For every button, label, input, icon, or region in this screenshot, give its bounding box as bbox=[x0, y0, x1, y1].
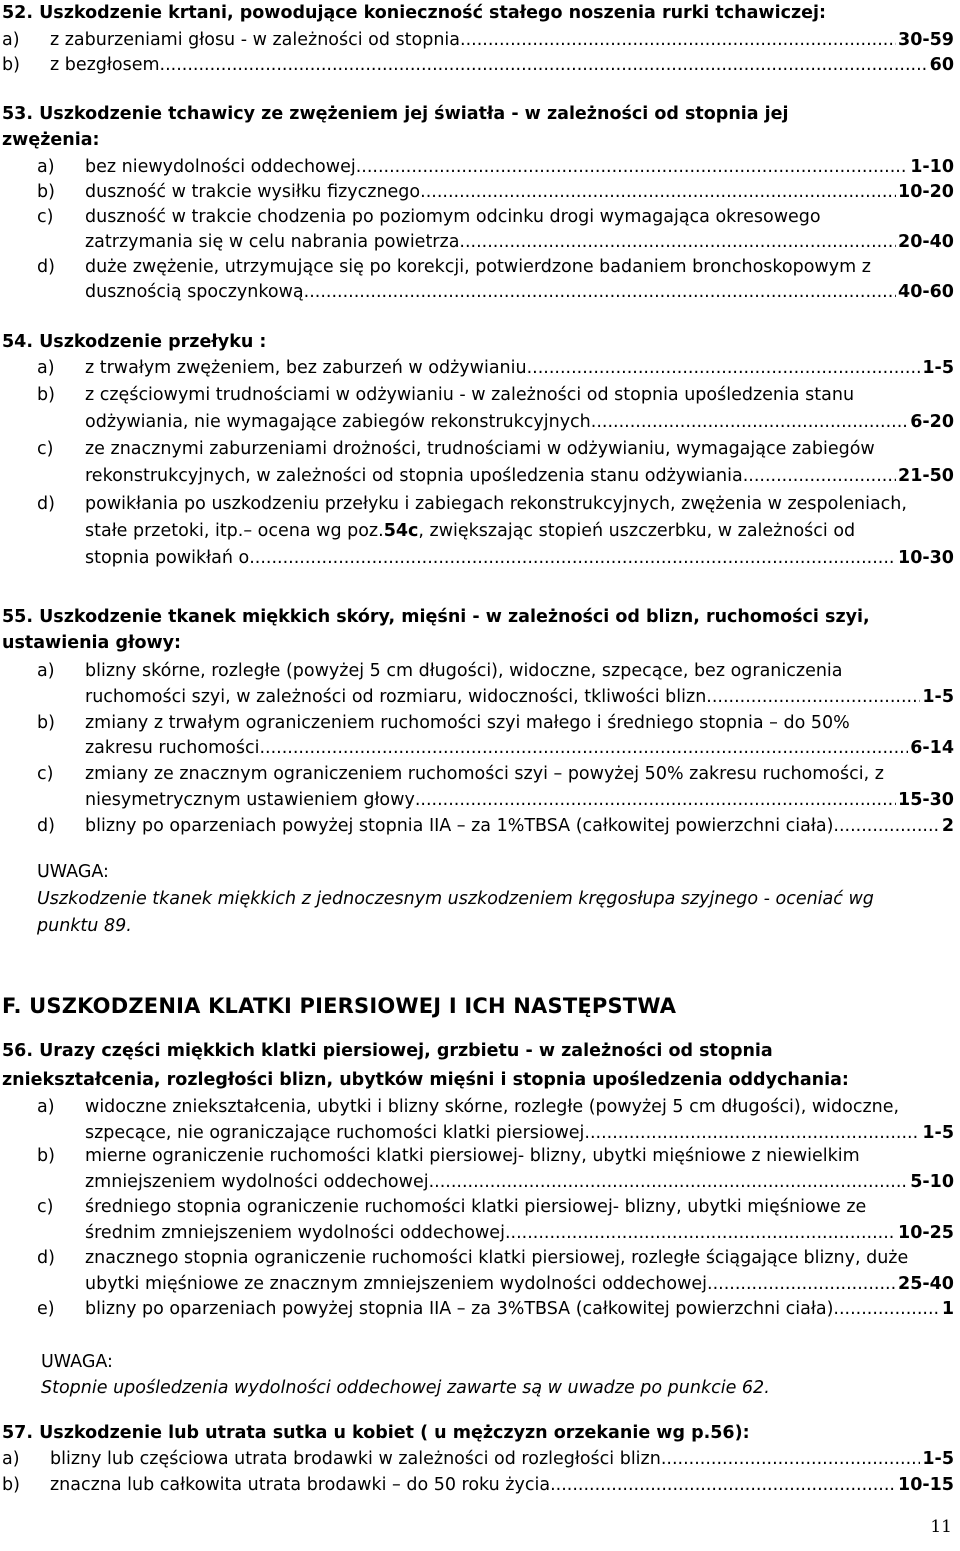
item-53d-cont: dusznością spoczynkową ..... 40-60 bbox=[85, 281, 954, 303]
item-57b: b) znaczna lub całkowita utrata brodawki – do 50 roku życia ..... 10-15 bbox=[2, 1474, 954, 1496]
item-52-title: 52. Uszkodzenie krtani, powodujące konieczność stałego noszenia rurki tchawiczej: bbox=[2, 3, 826, 23]
item-56a: a) widoczne zniekształcenia, ubytki i blizny skórne, rozległe (powyżej 5 cm długości), widoczne, bbox=[37, 1097, 900, 1117]
item-54c: c) ze znacznymi zaburzeniami drożności, trudnościami w odżywianiu, wymagające zabiegów bbox=[37, 439, 875, 459]
item-54d: d) powikłania po uszkodzeniu przełyku i zabiegach rekonstrukcyjnych, zwężenia w zespoleniach, bbox=[37, 494, 907, 514]
item-55-title: 55. Uszkodzenie tkanek miękkich skóry, mięśni - w zależności od blizn, ruchomości szyi, bbox=[2, 607, 870, 627]
item-54d-cont: stałe przetoki, itp.– ocena wg poz. 54c , zwiększając stopień uszczerbku, w zależności od bbox=[85, 521, 856, 541]
item-53c-cont: zatrzymania się w celu nabrania powietrza ..... 20-40 bbox=[85, 231, 954, 253]
item-52a: a) z zaburzeniami głosu - w zależności od stopnia ..... 30-59 bbox=[2, 29, 954, 51]
item-54b-cont: odżywiania, nie wymagające zabiegów rekonstrukcyjnych ..... 6-20 bbox=[85, 411, 954, 433]
page-number: 11 bbox=[930, 1517, 952, 1537]
item-56b-cont: zmniejszeniem wydolności oddechowej ..... 5-10 bbox=[85, 1171, 954, 1193]
item-57-title: 57. Uszkodzenie lub utrata sutka u kobiet ( u mężczyzn orzekanie wg p.56): bbox=[2, 1423, 750, 1443]
item-53b: b) duszność w trakcie wysiłku fizycznego ..... 10-20 bbox=[37, 181, 954, 203]
note-55-text: Uszkodzenie tkanek miękkich z jednoczesnym uszkodzeniem kręgosłupa szyjnego - oceniać wg bbox=[37, 889, 874, 909]
item-53-title-cont: zwężenia: bbox=[2, 130, 100, 150]
item-55b-cont: zakresu ruchomości ..... 6-14 bbox=[85, 737, 954, 759]
item-52b: b) z bezgłosem ..... 60 bbox=[2, 54, 954, 76]
note-56-text: Stopnie upośledzenia wydolności oddechowej zawarte są w uwadze po punkcie 62. bbox=[41, 1378, 770, 1398]
item-56a-cont: szpecące, nie ograniczające ruchomości klatki piersiowej ..... 1-5 bbox=[85, 1122, 954, 1144]
item-55d: d) blizny po oparzeniach powyżej stopnia IIA – za 1%TBSA (całkowitej powierzchni ciała) ..... 2 bbox=[37, 815, 954, 837]
item-55b: b) zmiany z trwałym ograniczeniem ruchomości szyi małego i średniego stopnia – do 50% bbox=[37, 713, 850, 733]
item-53a: a) bez niewydolności oddechowej ..... 1-10 bbox=[37, 156, 954, 178]
section-f-heading: F. USZKODZENIA KLATKI PIERSIOWEJ I ICH NASTĘPSTWA bbox=[2, 994, 677, 1018]
item-56c-cont: średnim zmniejszeniem wydolności oddechowej ..... 10-25 bbox=[85, 1222, 954, 1244]
item-55-title-cont: ustawienia głowy: bbox=[2, 633, 182, 653]
item-53c: c) duszność w trakcie chodzenia po poziomym odcinku drogi wymagająca okresowego bbox=[37, 207, 821, 227]
item-53-title: 53. Uszkodzenie tchawicy ze zwężeniem jej światła - w zależności od stopnia jej bbox=[2, 104, 789, 124]
item-53d: d) duże zwężenie, utrzymujące się po korekcji, potwierdzone badaniem bronchoskopowym z bbox=[37, 257, 871, 277]
item-57a: a) blizny lub częściowa utrata brodawki w zależności od rozległości blizn ..... 1-5 bbox=[2, 1448, 954, 1470]
item-55a: a) blizny skórne, rozległe (powyżej 5 cm długości), widoczne, szpecące, bez ograniczenia bbox=[37, 661, 843, 681]
item-55c: c) zmiany ze znacznym ograniczeniem ruchomości szyi – powyżej 50% zakresu ruchomości, z bbox=[37, 764, 884, 784]
item-54a: a) z trwałym zwężeniem, bez zaburzeń w odżywianiu ..... 1-5 bbox=[37, 357, 954, 379]
note-55-heading: UWAGA: bbox=[37, 862, 109, 882]
item-56-title-cont: zniekształcenia, rozległości blizn, ubytków mięśni i stopnia upośledzenia oddychania: bbox=[2, 1070, 849, 1090]
item-56d: d) znacznego stopnia ograniczenie ruchomości klatki piersiowej, rozległe ściągające blizny, duże bbox=[37, 1248, 909, 1268]
note-55-text-cont: punktu 89. bbox=[37, 916, 132, 936]
item-54c-cont: rekonstrukcyjnych, w zależności od stopnia upośledzenia stanu odżywiania ..... 21-50 bbox=[85, 465, 954, 487]
item-56b: b) mierne ograniczenie ruchomości klatki piersiowej- blizny, ubytki mięśniowe z niewielkim bbox=[37, 1146, 860, 1166]
item-54b: b) z częściowymi trudnościami w odżywianiu - w zależności od stopnia upośledzenia stanu bbox=[37, 385, 855, 405]
item-54-title: 54. Uszkodzenie przełyku : bbox=[2, 332, 267, 352]
item-54d-cont2: stopnia powikłań o ..... 10-30 bbox=[85, 547, 954, 569]
item-56d-cont: ubytki mięśniowe ze znacznym zmniejszeniem wydolności oddechowej ..... 25-40 bbox=[85, 1273, 954, 1295]
item-55c-cont: niesymetrycznym ustawieniem głowy ..... 15-30 bbox=[85, 789, 954, 811]
item-56c: c) średniego stopnia ograniczenie ruchomości klatki piersiowej- blizny, ubytki mięśniowe ze bbox=[37, 1197, 867, 1217]
item-56e: e) blizny po oparzeniach powyżej stopnia IIA – za 3%TBSA (całkowitej powierzchni ciała) ..... 1 bbox=[37, 1298, 954, 1320]
item-56-title: 56. Urazy części miękkich klatki piersiowej, grzbietu - w zależności od stopnia bbox=[2, 1041, 773, 1061]
item-55a-cont: ruchomości szyi, w zależności od rozmiaru, widoczności, tkliwości blizn ..... 1-5 bbox=[85, 686, 954, 708]
note-56-heading: UWAGA: bbox=[41, 1352, 113, 1372]
